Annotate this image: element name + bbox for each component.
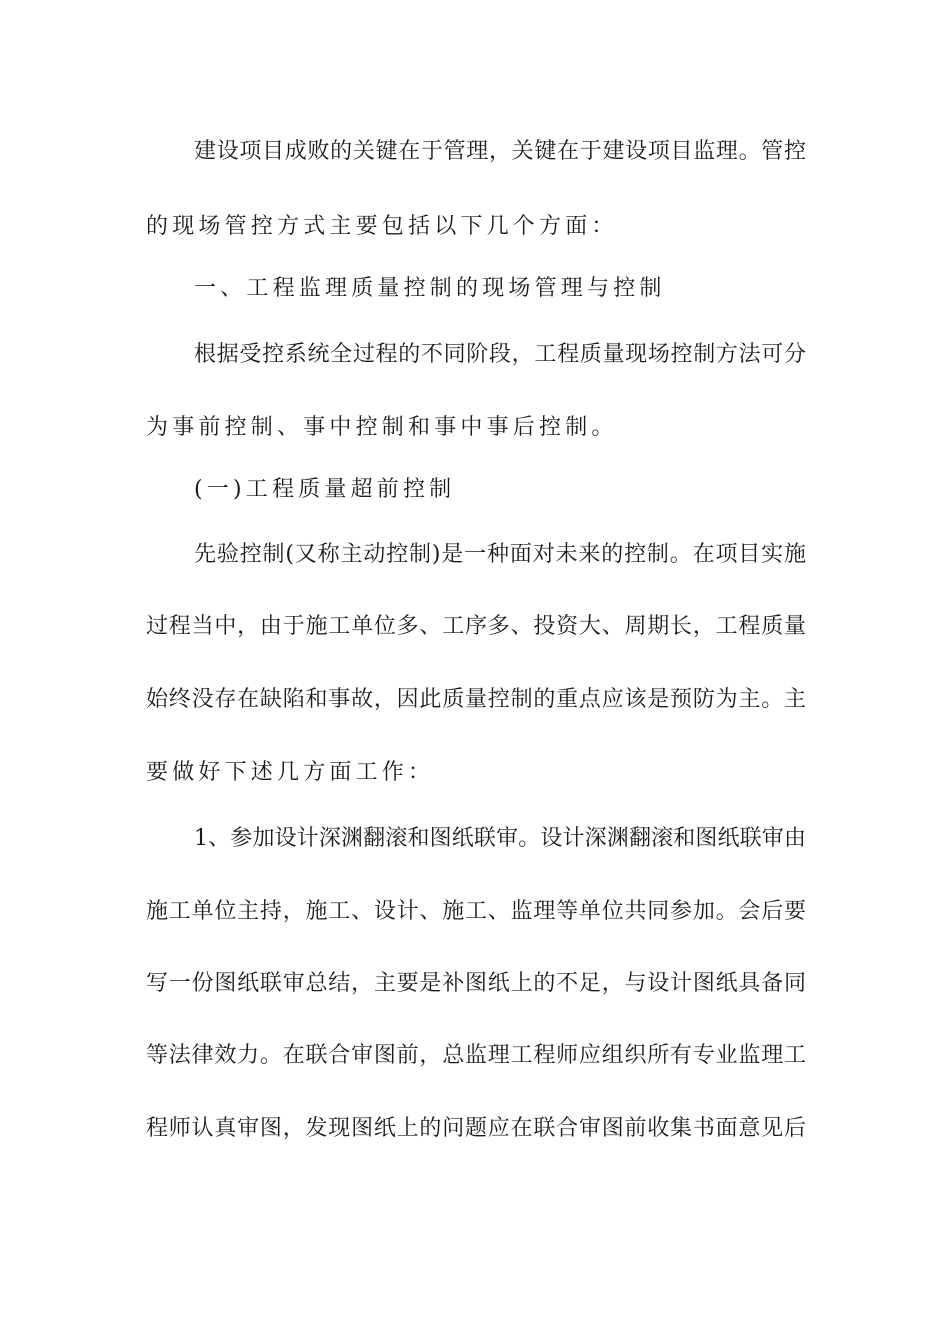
paragraph-line: 1、参加设计深渊翻滚和图纸联审。设计深渊翻滚和图纸联审由 xyxy=(194,826,806,851)
section-heading: 一、工程监理质量控制的现场管理与控制 xyxy=(194,276,666,301)
paragraph-line: 要做好下述几方面工作： xyxy=(146,760,435,785)
paragraph-line: 等法律效力。在联合审图前，总监理工程师应组织所有专业监理工 xyxy=(146,1043,806,1068)
paragraph-line: 程师认真审图，发现图纸上的问题应在联合审图前收集书面意见后 xyxy=(146,1116,806,1141)
paragraph-line: 始终没存在缺陷和事故，因此质量控制的重点应该是预防为主。主 xyxy=(146,687,806,712)
paragraph-line: 过程当中，由于施工单位多、工序多、投资大、周期长，工程质量 xyxy=(146,614,806,639)
subsection-heading: (一)工程质量超前控制 xyxy=(194,477,456,502)
paragraph-line: 为事前控制、事中控制和事中事后控制。 xyxy=(146,415,618,440)
paragraph-line: 先验控制(又称主动控制)是一种面对未来的控制。在项目实施 xyxy=(194,542,806,567)
paragraph-line: 根据受控系统全过程的不同阶段，工程质量现场控制方法可分 xyxy=(194,342,806,367)
paragraph-line: 的现场管控方式主要包括以下几个方面： xyxy=(146,214,618,239)
paragraph-line: 建设项目成败的关键在于管理，关键在于建设项目监理。管控 xyxy=(194,139,806,164)
paragraph-line: 写一份图纸联审总结，主要是补图纸上的不足，与设计图纸具备同 xyxy=(146,971,806,996)
paragraph-line: 施工单位主持，施工、设计、施工、监理等单位共同参加。会后要 xyxy=(146,899,806,924)
